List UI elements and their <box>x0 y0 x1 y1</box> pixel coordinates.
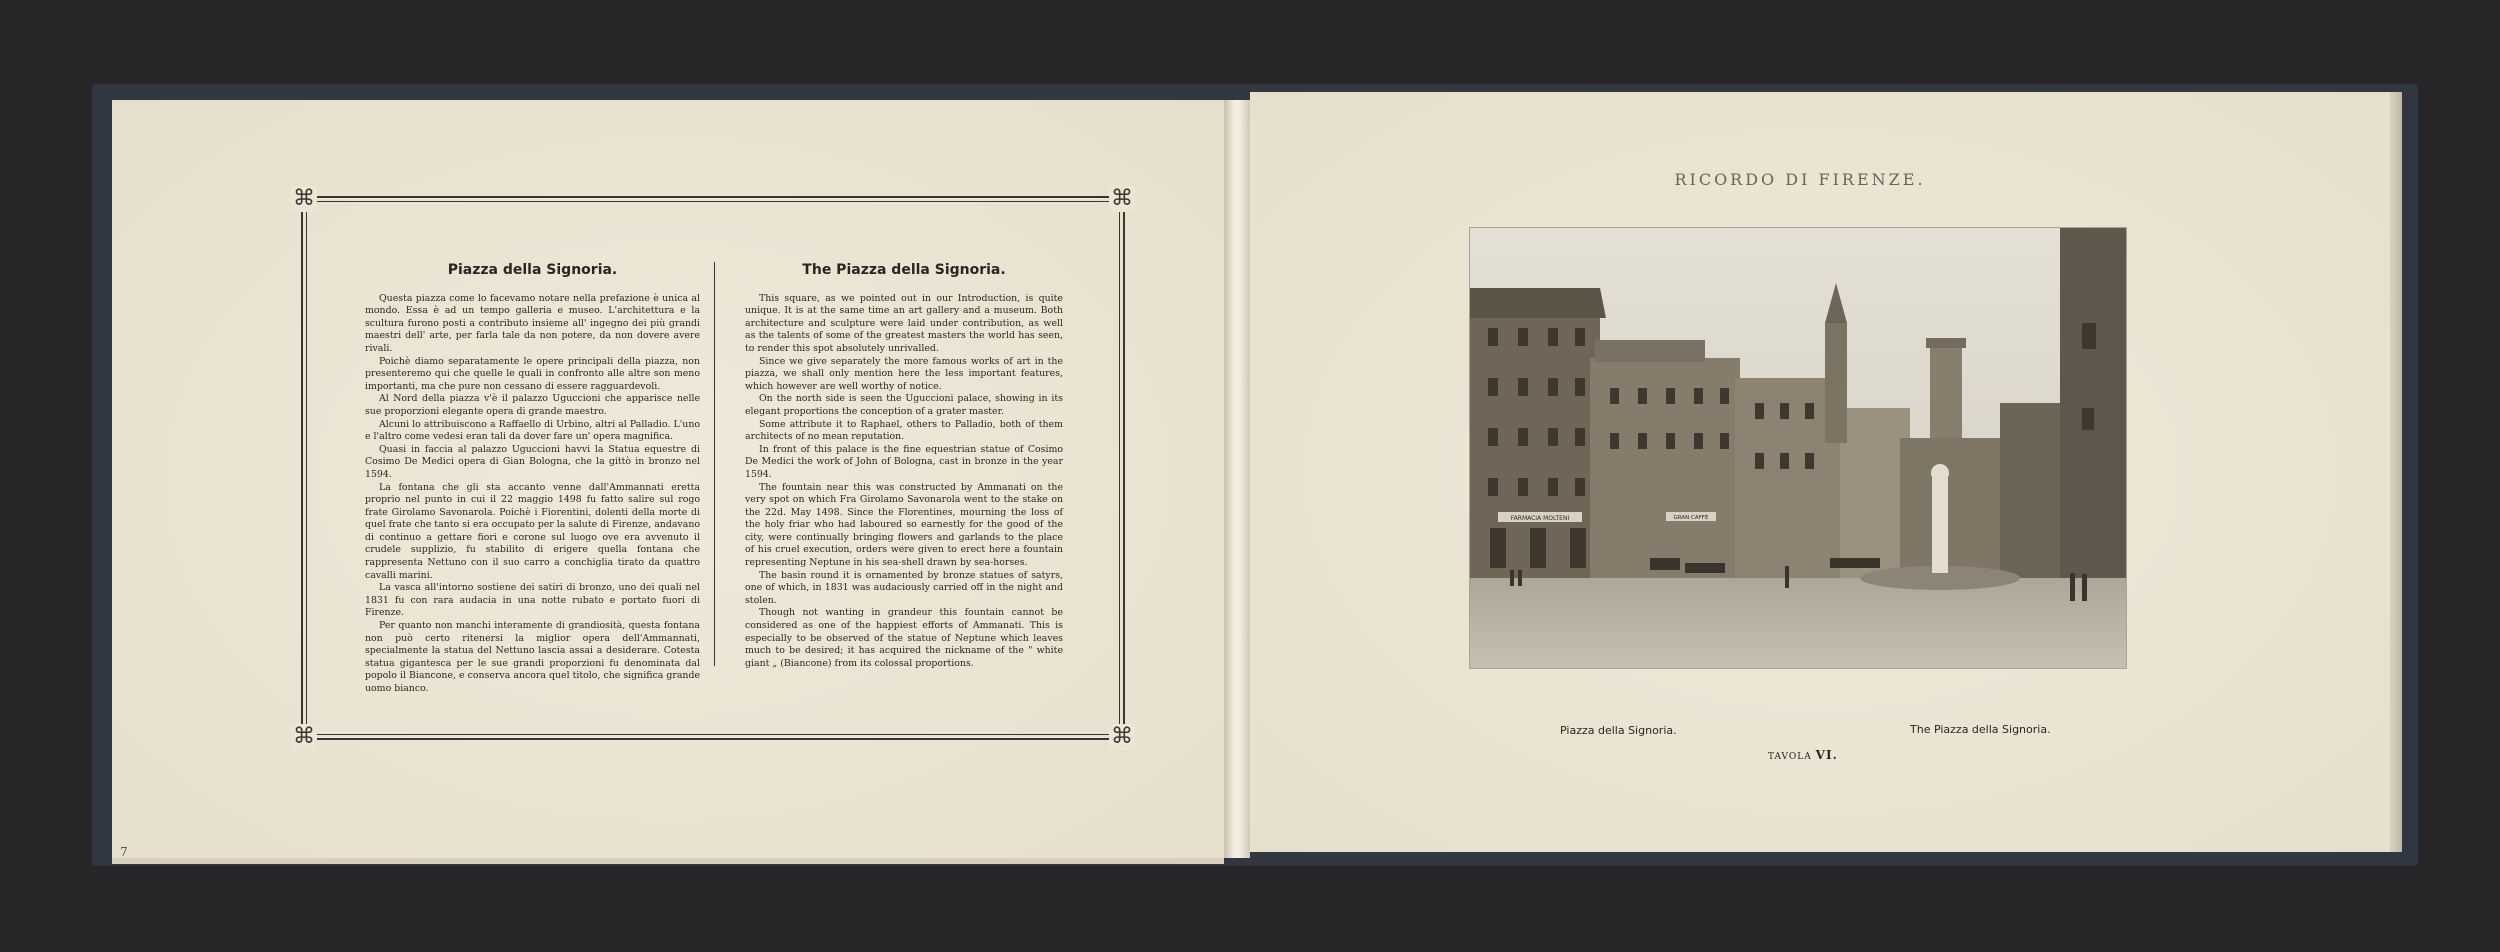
corner-ornament-icon: ⌘ <box>293 186 315 211</box>
english-paragraph: In front of this palace is the fine equestrian statue of Cosimo De Medici the work of John of Bologna, cast in bronze in the year 1594. <box>745 443 1063 480</box>
page-bottom-edge <box>112 858 1224 864</box>
plate-number: VI. <box>1815 748 1838 762</box>
english-paragraph: The fountain near this was constructed by Ammanati on the very spot on which Fra Girolamo Savonarola went to the stake on the 22d. May 1498. Since the Florentines, mourning the loss of the holy friar who had laboured so earnestly for the good of the city, were continually bringing flowers and garlands to the place of his cruel execution, orders were given to erect here a fountain representing Neptune in his sea-shell drawn by sea-horses. <box>745 481 1063 569</box>
text-frame <box>293 188 1133 748</box>
page-edges <box>2390 92 2402 852</box>
english-paragraph: This square, as we pointed out in our Introduction, is quite unique. It is at the same time an art gallery and a museum. Both architecture and sculpture were laid under contribution, as well as the talents of some of the greatest masters the world has seen, to render this spot absolutely unrivalled. <box>745 292 1063 354</box>
italian-paragraph: Questa piazza come lo facevamo notare nella prefazione è unica al mondo. Essa è ad un tempo galleria e museo. L'architettura e la scultura furono posti a contributo insieme all' ingegno dei più grandi maestri dell' arte, per farla tale da non potere, da non dovere avere rivali. <box>365 292 700 354</box>
italian-title: Piazza della Signoria. <box>447 262 618 278</box>
english-title: The Piazza della Signoria. <box>802 262 1006 278</box>
caption-english: The Piazza della Signoria. <box>1910 723 2051 736</box>
corner-ornament-icon: ⌘ <box>293 724 315 749</box>
corner-ornament-icon: ⌘ <box>1111 724 1133 749</box>
italian-paragraph: Per quanto non manchi interamente di grandiosità, questa fontana non può certo ritenersi la miglior opera dell'Ammannati, specialmente la statua del Nettuno lascia assai a desiderare. Cotesta statua gigantesca per le sue grandi proporzioni fu denominata dal popolo il Biancone, e conserva ancora quel titolo, che significa grande uomo bianco. <box>365 620 700 694</box>
italian-paragraph: La fontana che gli sta accanto venne dall'Ammannati eretta proprio nel punto in cui il 22 maggio 1498 fu fatto salire sul rogo frate Girolamo Savonarola. Poichè i Fiorentini, dolenti della morte di quel frate che tanto si era occupato per la salute di Firenze, andavano di continuo a gettare fiori e corone sul luogo ove era avvenuto il crudele supplizio, fu stabilito di erigere quella fontana che rappresenta Nettuno con il suo carro a conchiglia tirato da quattro cavalli marini. <box>365 481 700 581</box>
album-header: RICORDO DI FIRENZE. <box>1674 170 1926 189</box>
italian-paragraph: La vasca all'intorno sostiene dei satiri di bronzo, uno dei quali nel 1831 fu con rara audacia in una notte rubato e portato fuori di Firenze. <box>365 582 700 619</box>
shop-sign-text: FARMACIA MOLTENI <box>1510 515 1570 522</box>
english-paragraph: Though not wanting in grandeur this fountain cannot be considered as one of the happiest efforts of Ammanati. This is especially to be observed of the statue of Neptune which leaves much to be desired; it has acquired the nickname of the " white giant „ (Biancone) from its colossal proportions. <box>745 607 1063 669</box>
english-column <box>745 264 1063 670</box>
plate-prefix: TAVOLA <box>1768 752 1812 762</box>
column-divider <box>714 262 715 666</box>
italian-paragraph: Alcuni lo attribuiscono a Raffaello di Urbino, altri al Palladio. L'uno e l'altro come vedesi eran tali da dover fare un' opera magnifica. <box>365 418 700 443</box>
banner-sign-text: GRAN CAFFÈ <box>1673 515 1709 521</box>
book-gutter <box>1224 100 1250 858</box>
italian-paragraph: Poichè diamo separatamente le opere principali della piazza, non presenteremo qui che quelle le quali in confronto alle altre son meno importanti, ma che pure non cessano di essere ragguardevoli. <box>365 355 700 392</box>
corner-ornament-icon: ⌘ <box>1111 186 1133 211</box>
piazza-photograph <box>1470 228 2126 668</box>
page-number: 7 <box>120 845 128 859</box>
english-paragraph: Since we give separately the more famous works of art in the piazza, we shall only mention here the less important features, which however are well worthy of notice. <box>745 355 1063 392</box>
english-paragraph: Some attribute it to Raphael, others to Palladio, both of them architects of no mean reputation. <box>745 418 1063 443</box>
italian-paragraph: Quasi in faccia al palazzo Uguccioni havvi la Statua equestre di Cosimo De Medici opera di Gian Bologna, che la gittò in bronzo nel 1594. <box>365 443 700 480</box>
caption-italian: Piazza della Signoria. <box>1560 724 1677 737</box>
italian-column <box>365 264 700 696</box>
english-paragraph: The basin round it is ornamented by bronze statues of satyrs, one of which, in 1831 was audaciously carried off in the night and stolen. <box>745 569 1063 606</box>
italian-paragraph: Al Nord della piazza v'è il palazzo Uguccioni che apparisce nelle sue proporzioni elegante opera di grande maestro. <box>365 393 700 417</box>
plate-label <box>1768 748 1838 762</box>
english-paragraph: On the north side is seen the Uguccioni palace, showing in its elegant proportions the conception of a grater master. <box>745 393 1063 417</box>
